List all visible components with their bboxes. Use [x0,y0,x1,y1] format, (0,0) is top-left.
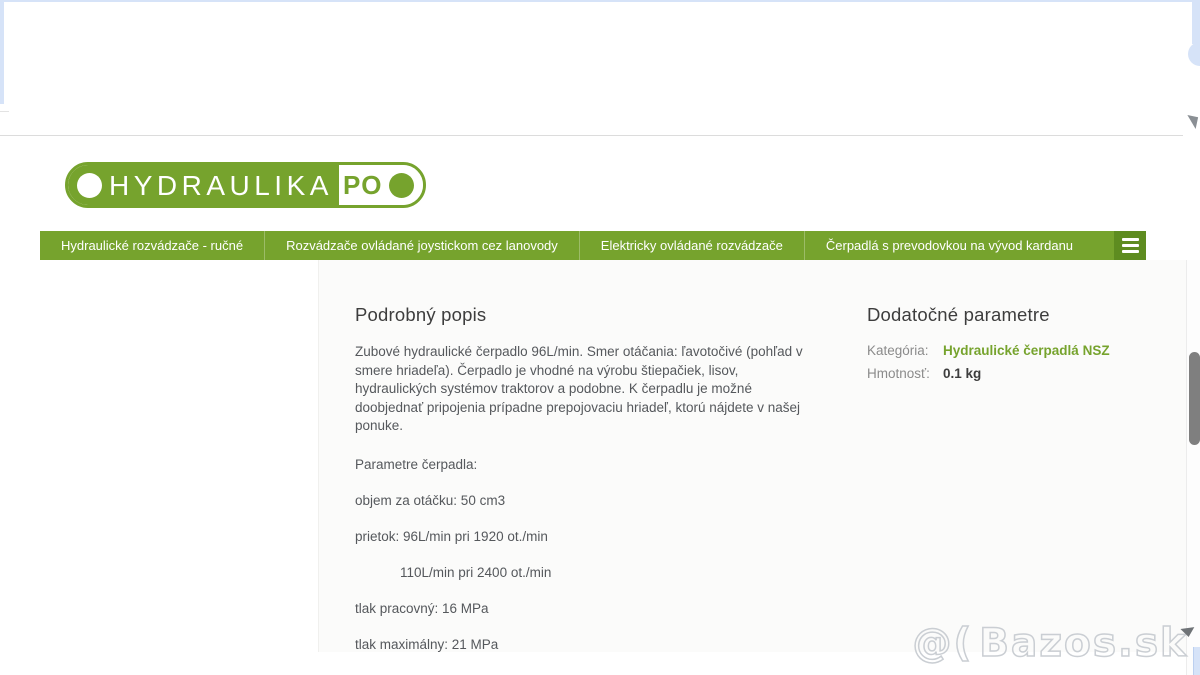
hamburger-icon [1122,244,1139,247]
description-line: 110L/min pri 2400 ot./min [400,564,552,580]
logo-text: HYDRAULIKA [109,169,333,201]
additional-parameters-section [867,304,1167,385]
parameters-rows [867,339,1167,385]
logo-dot-right-icon [389,173,414,198]
nav-item-elektricky-ovladane-rozvadzace[interactable]: Elektricky ovládané rozvádzače [580,231,805,260]
corner-blue-bar [1193,647,1200,675]
watermark-at-icon: @( [912,621,974,666]
site-logo[interactable] [65,162,426,208]
weight-label: Hmotnosť: [867,366,930,381]
description-line: tlak pracovný: 16 MPa [355,600,489,616]
description-line: Parametre čerpadla: [355,456,478,472]
mouse-cursor-icon [1185,115,1198,129]
hamburger-icon [1122,250,1139,253]
description-line: prietok: 96L/min pri 1920 ot./min [355,528,548,544]
category-link[interactable]: Hydraulické čerpadlá NSZ [943,343,1110,358]
parameters-title: Dodatočné parametre [867,304,1050,325]
nav-item-hydraulicke-rozvadzace-rucne[interactable]: Hydraulické rozvádzače - ručné [40,231,265,260]
logo-dot-left-icon [77,173,102,198]
main-nav [40,231,1146,260]
left-edge-line [0,0,4,104]
bazos-watermark [912,621,1188,666]
description-line: tlak maximálny: 21 MPa [355,636,499,652]
weight-value: 0.1 kg [943,366,982,381]
logo-right-section [386,165,423,205]
right-edge-bump [1188,42,1200,66]
product-detail-panel [318,260,1186,652]
logo-badge: PO [339,165,386,205]
hamburger-icon [1122,238,1139,241]
category-label: Kategória: [867,343,929,358]
nav-item-cerpadla-prevodovka-kardan[interactable]: Čerpadlá s prevodovkou na vývod kardanu [825,238,1074,253]
nav-spacer [1094,231,1114,260]
scrollbar[interactable] [1186,260,1200,675]
nav-item-rozvadzace-joystick-lanovody[interactable]: Rozvádzače ovládané joystickom cez lanovody [265,231,580,260]
parameter-row-weight [867,362,1167,385]
logo-left-section [68,165,339,205]
description-intro: Zubové hydraulické čerpadlo 96L/min. Smer otáčania: ľavotočivé (pohľad v smere hriadeľa). Čerpadlo je vhodné na výrobu štiepačiek, lisov, hydraulických systémov traktorov a podobne. K čerpadlu je možné doobjednať pripojenia prípadne prepojovaciu hriadeľ, ktorú nájdete v našej ponuke. [355,344,803,433]
right-edge-line [1192,0,1200,44]
header-divider-line [0,135,1183,136]
hamburger-menu-button[interactable] [1114,231,1146,260]
description-section [355,304,825,652]
parameter-row-category [867,339,1167,362]
notch-line [0,111,9,112]
description-line: objem za otáčku: 50 cm3 [355,492,506,508]
watermark-arrow-icon [1180,627,1195,638]
scrollbar-thumb[interactable] [1189,352,1200,445]
top-edge-line [0,0,1200,2]
watermark-text: Bazos.sk [979,621,1188,666]
description-title: Podrobný popis [355,304,487,325]
